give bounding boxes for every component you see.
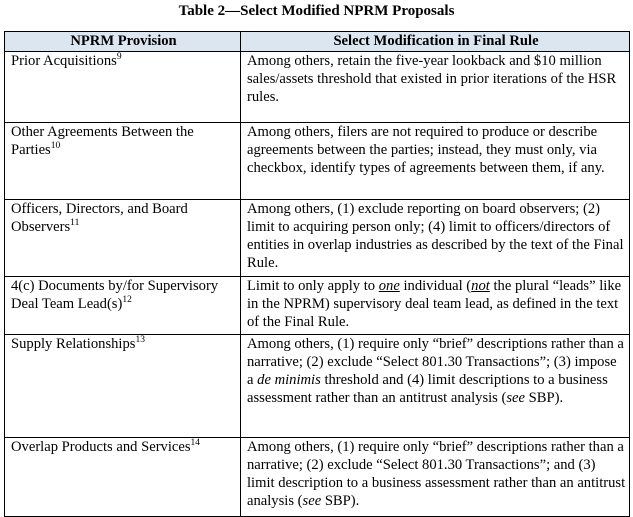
header-select-modification: Select Modification in Final Rule <box>241 32 630 52</box>
footnote-marker: 12 <box>122 295 132 306</box>
modification-cell <box>241 438 630 517</box>
proposals-table <box>4 31 630 517</box>
table-row <box>5 52 630 123</box>
modification-text: SBP). <box>525 390 564 406</box>
modification-cell <box>241 277 630 335</box>
table-header-row <box>5 32 630 52</box>
modification-text: Among others, (1) require only “brief” descriptions rather than a narrative; (2) exclude “Select 801.30 Transactions”; and (3) limit description to a business assessment rather than an antitrust analysis ( <box>247 439 626 509</box>
emphasis-see: see <box>302 493 322 509</box>
provision-text: Officers, Directors, and Board Observers <box>11 201 188 235</box>
modification-text: threshold and (4) limit descriptions to a business assessment rather than an antitrust analysis ( <box>247 372 608 406</box>
table-row <box>5 438 630 517</box>
table-row <box>5 335 630 438</box>
modification-cell <box>241 335 630 438</box>
footnote-marker: 14 <box>190 438 201 449</box>
table-row <box>5 200 630 277</box>
emphasis-de-minimis: de minimis <box>257 372 321 388</box>
footnote-marker: 9 <box>116 52 122 63</box>
modification-text: the plural “leads” like in the NPRM) supervisory deal team lead, as defined in the text of the Final Rule. <box>247 278 622 330</box>
provision-cell <box>5 200 241 277</box>
provision-text: 4(c) Documents by/for Supervisory Deal Team Lead(s) <box>11 278 219 312</box>
modification-text: SBP). <box>321 493 360 509</box>
modification-cell: Among others, filers are not required to produce or describe agreements between the parties; instead, they must only, via checkbox, identify types of agreements between them, if any. <box>241 123 630 200</box>
modification-cell: Among others, (1) exclude reporting on board observers; (2) limit to acquiring person only; (4) limit to officers/directors of entities in overlap industries as described by the text of the Final Rule. <box>241 200 630 277</box>
table-title: Table 2—Select Modified NPRM Proposals <box>178 3 455 19</box>
table-row <box>5 123 630 200</box>
provision-cell <box>5 277 241 335</box>
footnote-marker: 13 <box>135 335 145 346</box>
provision-cell <box>5 123 241 200</box>
provision-text: Other Agreements Between the Parties <box>11 124 194 158</box>
emphasis-see: see <box>506 390 526 406</box>
footnote-marker: 10 <box>50 141 61 152</box>
modification-text: Limit to only apply to <box>247 278 379 294</box>
provision-cell <box>5 438 241 517</box>
provision-text: Prior Acquisitions <box>11 53 117 69</box>
provision-text: Overlap Products and Services <box>11 439 191 455</box>
modification-text: individual ( <box>399 278 472 294</box>
emphasis-not: not <box>471 278 490 294</box>
emphasis-one: one <box>378 278 400 294</box>
header-nprm-provision: NPRM Provision <box>5 32 241 52</box>
modification-cell: Among others, retain the five-year lookback and $10 million sales/assets threshold that existed in prior iterations of the HSR rules. <box>241 52 630 123</box>
footnote-marker: 11 <box>70 218 80 229</box>
table-row <box>5 277 630 335</box>
provision-cell <box>5 52 241 123</box>
modification-text: Among others, (1) require only “brief” descriptions rather than a narrative; (2) exclude “Select 801.30 Transactions”; (3) impose a <box>247 336 624 388</box>
provision-cell <box>5 335 241 438</box>
provision-text: Supply Relationships <box>11 336 136 352</box>
